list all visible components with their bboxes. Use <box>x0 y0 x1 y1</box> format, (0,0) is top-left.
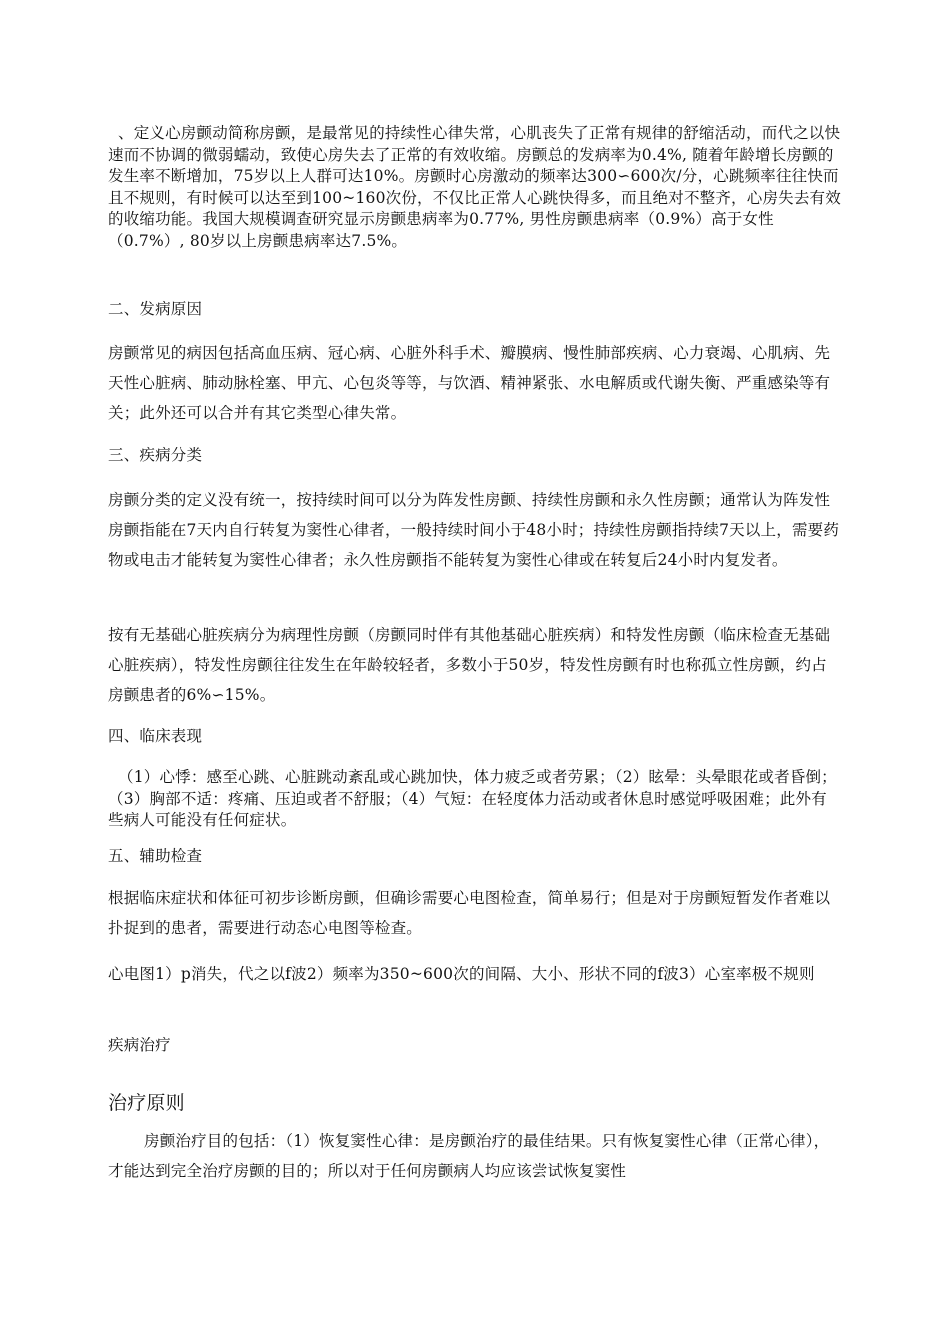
exam-heading: 五、辅助检查 <box>108 847 203 865</box>
treatment-heading: 疾病治疗 <box>108 1036 171 1054</box>
principle-paragraph: 房颤治疗目的包括：（1）恢复窦性心律：是房颤治疗的最佳结果。只有恢复窦性心律（正常心律），才能达到完全治疗房颤的目的；所以对于任何房颤病人均应该尝试恢复窦性 <box>108 1132 830 1180</box>
exam-paragraph: 根据临床症状和体征可初步诊断房颤，但确诊需要心电图检查，简单易行；但是对于房颤短暂发作者难以扑捉到的患者，需要进行动态心电图等检查。 <box>108 889 831 937</box>
clinical-heading: 四、临床表现 <box>108 727 203 745</box>
classification-paragraph-1: 房颤分类的定义没有统一，按持续时间可以分为阵发性房颤、持续性房颤和永久性房颤；通常认为阵发性房颤指能在7天内自行转复为窦性心律者，一般持续时间小于48小时；持续性房颤指持续7天以上，需要药物或电击才能转复为窦性心律者；永久性房颤指不能转复为窦性心律或在转复后24小时内复发者。 <box>108 491 840 569</box>
cause-paragraph: 房颤常见的病因包括高血压病、冠心病、心脏外科手术、瓣膜病、慢性肺部疾病、心力衰竭、心肌病、先天性心脏病、肺动脉栓塞、甲亢、心包炎等等，与饮酒、精神紧张、水电解质或代谢失衡、严重感染等有关；此外还可以合并有其它类型心律失常。 <box>108 344 831 422</box>
cause-heading: 二、发病原因 <box>108 300 203 318</box>
principle-heading: 治疗原则 <box>108 1092 185 1114</box>
classification-paragraph-2: 按有无基础心脏疾病分为病理性房颤（房颤同时伴有其他基础心脏疾病）和特发性房颤（临床检查无基础心脏疾病），特发性房颤往往发生在年龄较轻者，多数小于50岁，特发性房颤有时也称孤立性房颤，约占房颤患者的6%∽15%。 <box>108 626 831 704</box>
ecg-paragraph: 心电图1）p消失，代之以f波2）频率为350~600次的间隔、大小、形状不同的f波3）心室率极不规则 <box>108 965 815 983</box>
definition-paragraph: 、定义心房颤动简称房颤，是最常见的持续性心律失常，心肌丧失了正常有规律的舒缩活动，而代之以快速而不协调的微弱蠕动，致使心房失去了正常的有效收缩。房颤总的发病率为0.4%, 随着年龄增长房颤的发生率不断增加，75岁以上人群可达10%。房颤时心房激动的频率达300∽600次/分，心跳频率往往快而且不规则，有时候可以达至到100~160次份，不仅比正常人心跳快得多，而且绝对不整齐，心房失去有效的收缩功能。我国大规模调查研究显示房颤患病率为0.77%, 男性房颤患病率（0.9%）高于女性（0.7%）, 80岁以上房颤患病率达7.5%。 <box>108 124 841 250</box>
classification-heading: 三、疾病分类 <box>108 446 203 464</box>
clinical-paragraph: （1）心悸：感至心跳、心脏跳动紊乱或心跳加快，体力疲乏或者劳累；（2）眩晕：头晕眼花或者昏倒；（3）胸部不适：疼痛、压迫或者不舒服；（4）气短：在轻度体力活动或者休息时感觉呼吸困难；此外有些病人可能没有任何症状。 <box>108 768 837 829</box>
